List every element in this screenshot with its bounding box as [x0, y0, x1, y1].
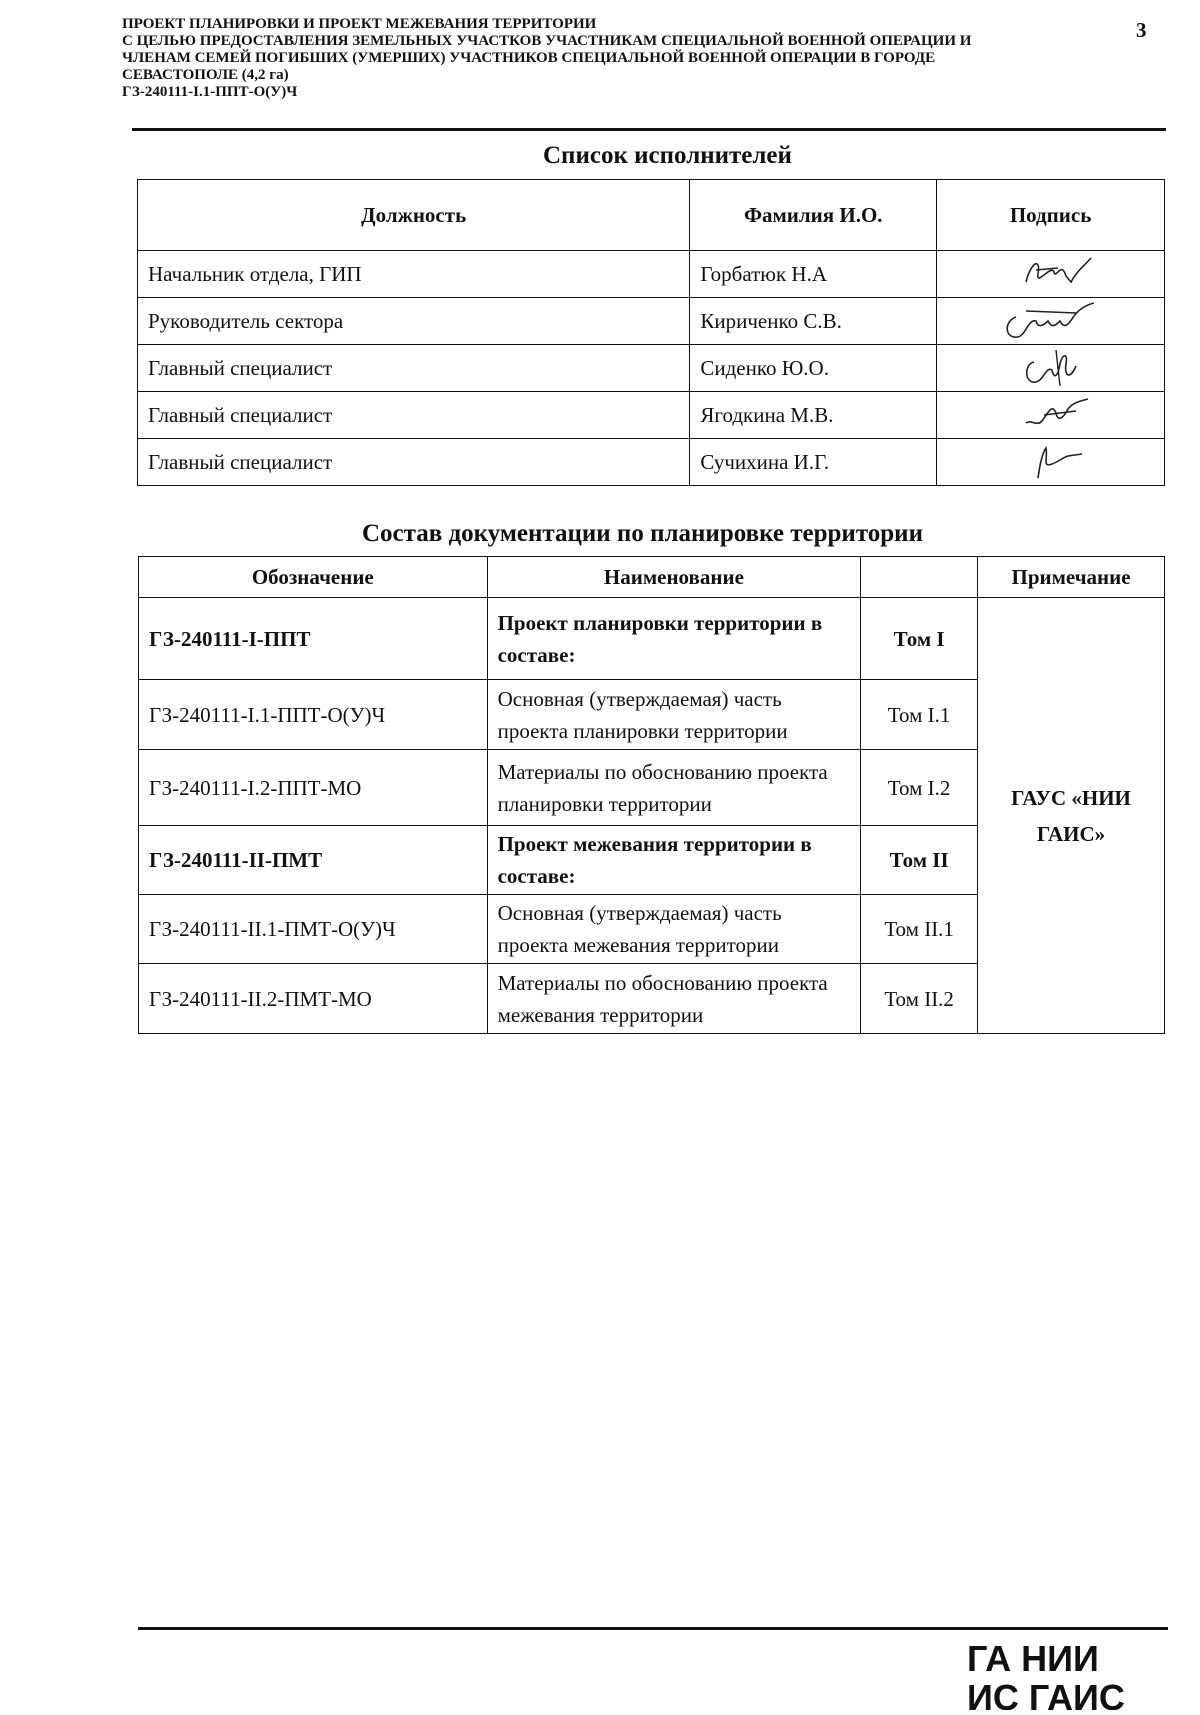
- document-header: [122, 16, 1112, 101]
- header-divider: [132, 128, 1166, 131]
- signature-cell: [937, 439, 1165, 486]
- designation-cell: ГЗ-240111-I-ППТ: [139, 598, 488, 680]
- signature-image: [996, 346, 1106, 390]
- title-cell: Материалы по обоснованию проекта межевания территории: [487, 964, 861, 1034]
- signature-image: [986, 299, 1116, 343]
- logo-text-line: ИС ГАИС: [967, 1677, 1125, 1710]
- title-cell: Проект планировки территории в составе:: [487, 598, 861, 680]
- signature-cell: [937, 251, 1165, 298]
- table-row: [138, 392, 1165, 439]
- signature-cell: [937, 298, 1165, 345]
- header-line: ЧЛЕНАМ СЕМЕЙ ПОГИБШИХ (УМЕРШИХ) УЧАСТНИКОВ СПЕЦИАЛЬНОЙ ВОЕННОЙ ОПЕРАЦИИ В ГОРОДЕ: [122, 50, 936, 66]
- designation-cell: ГЗ-240111-II.2-ПМТ-МО: [139, 964, 488, 1034]
- logo-text-line: ГА НИИ: [967, 1638, 1099, 1679]
- footer-divider: [138, 1627, 1168, 1630]
- designation-cell: ГЗ-240111-I.2-ППТ-МО: [139, 750, 488, 826]
- name-cell: Ягодкина М.В.: [690, 392, 937, 439]
- designation-cell: ГЗ-240111-II-ПМТ: [139, 826, 488, 895]
- nii-gais-logo: [965, 1635, 1145, 1710]
- table-row: [138, 439, 1165, 486]
- name-cell: Сучихина И.Г.: [690, 439, 937, 486]
- signature-cell: [937, 345, 1165, 392]
- position-cell: Главный специалист: [138, 345, 690, 392]
- title-cell: Материалы по обоснованию проекта планировки территории: [487, 750, 861, 826]
- volume-cell: Том I.2: [861, 750, 978, 826]
- composition-table: [138, 556, 1165, 1034]
- table-row: [139, 598, 1165, 680]
- signature-image: [996, 252, 1106, 296]
- position-cell: Главный специалист: [138, 392, 690, 439]
- header-line: ГЗ-240111-I.1-ППТ-О(У)Ч: [122, 84, 298, 100]
- column-header: Наименование: [487, 557, 861, 598]
- title-cell: Основная (утверждаемая) часть проекта планировки территории: [487, 680, 861, 750]
- volume-cell: Том II.2: [861, 964, 978, 1034]
- table-row: [138, 251, 1165, 298]
- column-header: Фамилия И.О.: [690, 180, 937, 251]
- volume-cell: Том II.1: [861, 895, 978, 964]
- designation-cell: ГЗ-240111-II.1-ПМТ-О(У)Ч: [139, 895, 488, 964]
- column-header: Обозначение: [139, 557, 488, 598]
- table-row: [138, 298, 1165, 345]
- position-cell: Главный специалист: [138, 439, 690, 486]
- column-header: Должность: [138, 180, 690, 251]
- table-header-row: [139, 557, 1165, 598]
- designation-cell: ГЗ-240111-I.1-ППТ-О(У)Ч: [139, 680, 488, 750]
- volume-cell: Том I: [861, 598, 978, 680]
- composition-title: Состав документации по планировке территории: [362, 520, 923, 547]
- volume-cell: Том II: [861, 826, 978, 895]
- name-cell: Горбатюк Н.А: [690, 251, 937, 298]
- title-cell: Основная (утверждаемая) часть проекта межевания территории: [487, 895, 861, 964]
- page-number: 3: [1136, 18, 1147, 42]
- name-cell: Сиденко Ю.О.: [690, 345, 937, 392]
- column-header: Подпись: [937, 180, 1165, 251]
- note-cell: ГАУС «НИИ ГАИС»: [978, 598, 1165, 1034]
- name-cell: Кириченко С.В.: [690, 298, 937, 345]
- header-line: СЕВАСТОПОЛЕ (4,2 га): [122, 67, 289, 83]
- volume-cell: Том I.1: [861, 680, 978, 750]
- header-line: С ЦЕЛЬЮ ПРЕДОСТАВЛЕНИЯ ЗЕМЕЛЬНЫХ УЧАСТКОВ УЧАСТНИКАМ СПЕЦИАЛЬНОЙ ВОЕННОЙ ОПЕРАЦИИ И: [122, 33, 972, 49]
- position-cell: Начальник отдела, ГИП: [138, 251, 690, 298]
- signature-image: [996, 393, 1106, 437]
- table-row: [138, 345, 1165, 392]
- column-header: [861, 557, 978, 598]
- title-cell: Проект межевания территории в составе:: [487, 826, 861, 895]
- header-line: ПРОЕКТ ПЛАНИРОВКИ И ПРОЕКТ МЕЖЕВАНИЯ ТЕРРИТОРИИ: [122, 16, 597, 32]
- table-header-row: [138, 180, 1165, 251]
- executors-table: [137, 179, 1165, 486]
- executors-title: Список исполнителей: [543, 142, 792, 169]
- signature-image: [996, 440, 1106, 484]
- column-header: Примечание: [978, 557, 1165, 598]
- signature-cell: [937, 392, 1165, 439]
- position-cell: Руководитель сектора: [138, 298, 690, 345]
